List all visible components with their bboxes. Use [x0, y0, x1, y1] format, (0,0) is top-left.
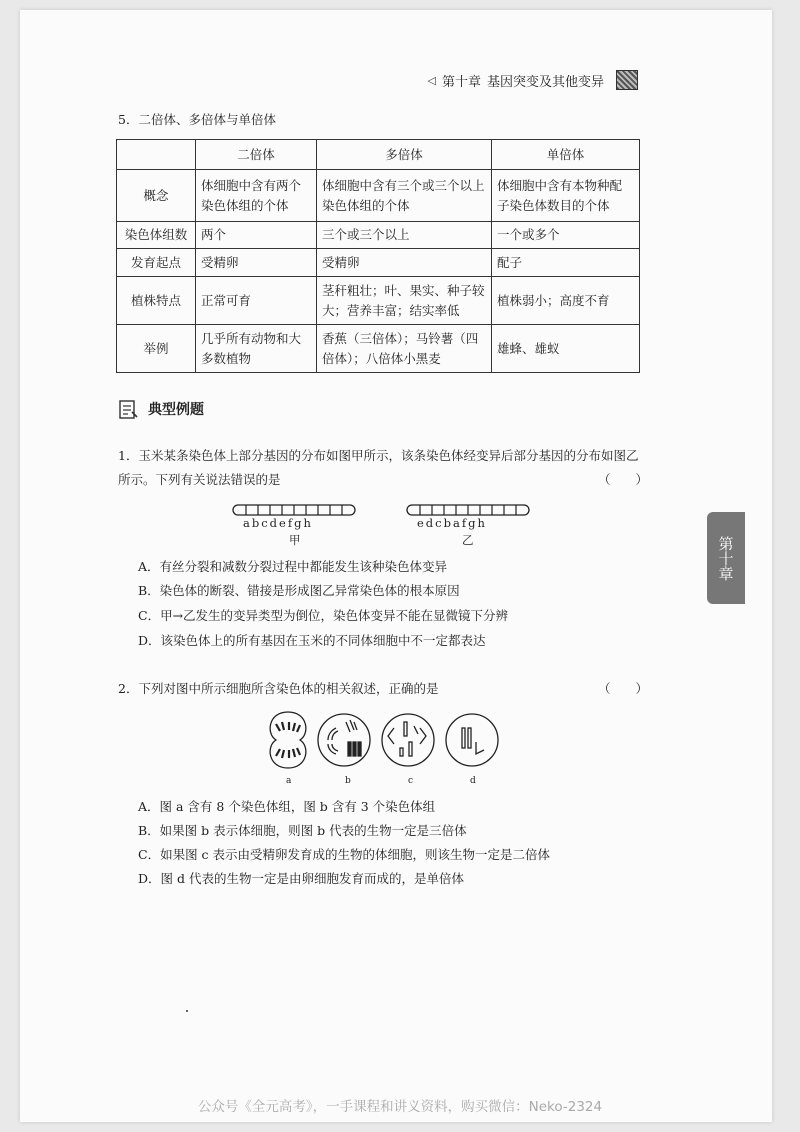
question-1-text: 1．玉米某条染色体上部分基因的分布如图甲所示，该条染色体经变异后部分基因的分布如图乙所示。下列有关说法错误的是 [118, 448, 639, 487]
chapter-title: 基因突变及其他变异 [486, 74, 604, 90]
cell-a [270, 712, 306, 768]
table-header-cell: 单倍体 [492, 140, 640, 170]
table-cell: 植株弱小；高度不育 [492, 277, 640, 325]
section-title: 5．二倍体、多倍体与单倍体 [118, 112, 276, 127]
table-row [117, 222, 640, 249]
figure-label-jia: 甲 [289, 533, 303, 547]
gene-labels-jia: abcdefgh [243, 516, 313, 530]
q1-option-a: A．有丝分裂和减数分裂过程中都能发生该种染色体变异 [138, 559, 448, 574]
answer-bracket: （ ） [597, 681, 648, 696]
question-1-stem [118, 444, 648, 492]
chapter-number: 第十章 [441, 74, 481, 90]
cell-b [318, 714, 370, 766]
table-header-cell: 二倍体 [196, 140, 317, 170]
examples-heading-text: 典型例题 [148, 402, 204, 418]
cell-d [446, 714, 498, 766]
table-cell: 举例 [117, 325, 196, 373]
chromosome-yi [406, 503, 531, 517]
header-arrow-icon: ◁ [427, 73, 436, 87]
table-cell: 两个 [196, 222, 317, 249]
notepad-icon [118, 398, 138, 420]
chromosome-jia [232, 503, 357, 517]
table-cell: 概念 [117, 170, 196, 222]
q2-option-d: D．图 d 代表的生物一定是由卵细胞发育而成的，是单倍体 [138, 871, 464, 886]
figure-label-yi: 乙 [462, 533, 476, 547]
table-row [117, 277, 640, 325]
table-cell: 正常可育 [196, 277, 317, 325]
table-cell: 体细胞中含有本物种配子染色体数目的个体 [492, 170, 640, 222]
table-cell: 三个或三个以上 [317, 222, 492, 249]
table-header-cell [117, 140, 196, 170]
table-cell: 雄蜂、雄蚁 [492, 325, 640, 373]
stray-dot [186, 1010, 188, 1012]
table-header-row [117, 140, 640, 170]
table-cell: 体细胞中含有三个或三个以上染色体组的个体 [317, 170, 492, 222]
cell-c [382, 714, 434, 766]
qr-code-icon [616, 70, 638, 90]
table-cell: 植株特点 [117, 277, 196, 325]
table-row [117, 249, 640, 277]
examples-heading [118, 398, 204, 420]
table-cell: 一个或多个 [492, 222, 640, 249]
cell-label-c: c [408, 776, 414, 786]
question-2-stem [118, 677, 648, 701]
table-cell: 体细胞中含有两个染色体组的个体 [196, 170, 317, 222]
table-cell: 配子 [492, 249, 640, 277]
q1-option-c: C．甲→乙发生的变异类型为倒位，染色体变异不能在显微镜下分辨 [138, 608, 509, 623]
gene-labels-yi: edcbafgh [417, 516, 487, 530]
q2-option-b: B．如果图 b 表示体细胞，则图 b 代表的生物一定是三倍体 [138, 823, 467, 838]
page-header [428, 70, 639, 90]
table-cell: 染色体组数 [117, 222, 196, 249]
q2-option-c: C．如果图 c 表示由受精卵发育成的生物的体细胞，则该生物一定是二倍体 [138, 847, 551, 862]
cell-label-a: a [286, 776, 292, 786]
table-cell: 茎秆粗壮；叶、果实、种子较大；营养丰富；结实率低 [317, 277, 492, 325]
watermark-footer: 公众号《全元高考》，一手课程和讲义资料，购买微信：Neko-2324 [197, 1099, 603, 1115]
table-cell: 发育起点 [117, 249, 196, 277]
table-row [117, 170, 640, 222]
table-header-cell: 多倍体 [317, 140, 492, 170]
answer-bracket: （ ） [597, 472, 648, 487]
q1-option-b: B．染色体的断裂、错接是形成图乙异常染色体的根本原因 [138, 583, 460, 598]
q1-option-d: D．该染色体上的所有基因在玉米的不同体细胞中不一定都表达 [138, 633, 486, 648]
table-cell: 几乎所有动物和大多数植物 [196, 325, 317, 373]
cell-label-b: b [345, 776, 351, 786]
table-cell: 受精卵 [317, 249, 492, 277]
table-cell: 受精卵 [196, 249, 317, 277]
table-cell: 香蕉（三倍体）；马铃薯（四倍体）；八倍体小黑麦 [317, 325, 492, 373]
question-2-text: 2．下列对图中所示细胞所含染色体的相关叙述，正确的是 [118, 681, 439, 696]
chapter-side-tab: 第十章 [707, 512, 745, 604]
cell-label-d: d [470, 776, 476, 786]
table-row [117, 325, 640, 373]
comparison-table [116, 139, 640, 373]
q2-option-a: A．图 a 含有 8 个染色体组，图 b 含有 3 个染色体组 [138, 799, 436, 814]
